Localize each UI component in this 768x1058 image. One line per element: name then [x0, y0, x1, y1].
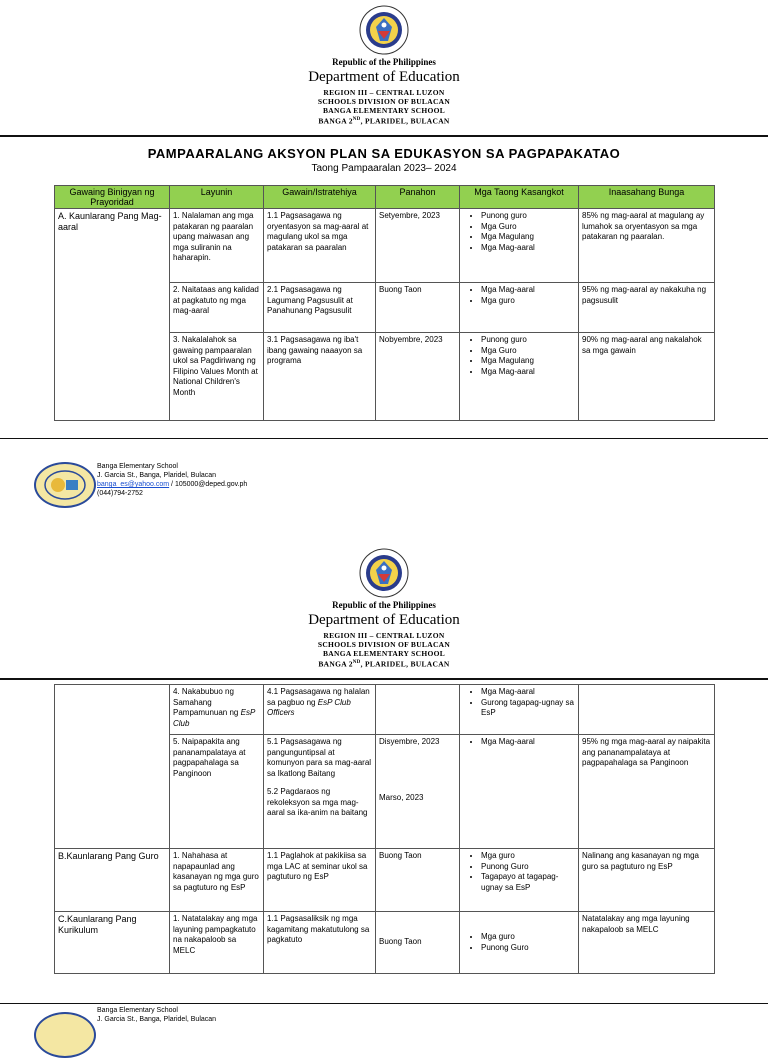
footer-contact: banga_es@yahoo.com / 105000@deped.gov.ph: [97, 481, 248, 488]
school-label: BANGA ELEMENTARY SCHOOL: [322, 649, 446, 658]
layunin-cell: 4. Nakabubuo ng Samahang Pampamunuan ng EsP Club: [170, 685, 264, 735]
list-item: • Punong guro: [481, 211, 575, 222]
header-divider: [0, 135, 768, 137]
footer-email-link[interactable]: banga_es@yahoo.com: [97, 481, 170, 488]
panahon-cell: [376, 685, 460, 735]
panahon-cell: Nobyembre, 2023: [376, 333, 460, 421]
taong-cell: [460, 209, 579, 283]
footer-divider: [0, 438, 768, 439]
footer-info: [97, 462, 247, 498]
gawain-line: 5.1 Pagsasagawa ng pangunguntipsal at komunyon para sa mag-aaral sa Ikatlong Baitang: [267, 737, 372, 778]
division-label: SCHOOLS DIVISION OF BULACAN: [317, 97, 451, 106]
list-item: • Mga guro: [481, 296, 575, 307]
region-label: REGION III – CENTRAL LUZON: [323, 88, 445, 97]
taong-cell: [460, 333, 579, 421]
gawain-cell: 1.1 Pagsasagawa ng oryentasyon sa mag-aaral at magulang ukol sa mga patakaran sa paaralan: [264, 209, 376, 283]
deped-seal-icon: [359, 5, 409, 55]
list-item: • Mga guro: [481, 932, 575, 943]
list-item: • Gurong tagapag-ugnay sa EsP: [481, 698, 575, 719]
address-label: BANGA 2ND, PLARIDEL, BULACAN: [318, 659, 450, 669]
column-header: Gawaing Binigyan ng Prayoridad: [55, 186, 170, 209]
header-divider: [0, 678, 768, 680]
footer-divider: [0, 1003, 768, 1004]
priority-cell: B.Kaunlarang Pang Guro: [55, 849, 170, 912]
department-title: Department of Education: [308, 612, 460, 628]
list-item: • Mga Mag-aaral: [481, 285, 575, 296]
republic-label: Republic of the Philippines: [332, 57, 436, 67]
list-item: • Mga guro: [481, 851, 575, 862]
footer-school-name: Banga Elementary School: [97, 463, 178, 470]
list-item: • Mga Magulang: [481, 232, 575, 243]
table-row: [55, 685, 715, 735]
school-label: BANGA ELEMENTARY SCHOOL: [322, 106, 446, 115]
panahon-cell: [376, 735, 460, 849]
column-header: Mga Taong Kasangkot: [460, 186, 579, 209]
priority-cell: A. Kaunlarang Pang Mag-aaral: [55, 209, 170, 421]
gawain-cell: 2.1 Pagsasagawa ng Lagumang Pagsusulit at Panahunang Pagsusulit: [264, 283, 376, 333]
bunga-cell: Natatalakay ang mga layuning nakapaloob sa MELC: [579, 912, 715, 974]
taong-cell: [460, 735, 579, 849]
table-row: [55, 849, 715, 912]
panahon-cell: Setyembre, 2023: [376, 209, 460, 283]
action-plan-table-continued: [54, 684, 715, 974]
panahon-line: Disyembre, 2023: [379, 737, 440, 746]
list-item: • Mga Guro: [481, 222, 575, 233]
gawain-cell: 1.1 Paglahok at pakikiisa sa mga LAC at seminar ukol sa pagtuturo ng EsP: [264, 849, 376, 912]
region-label: REGION III – CENTRAL LUZON: [323, 631, 445, 640]
panahon-cell: Buong Taon: [376, 849, 460, 912]
bunga-cell: 95% ng mag-aaral ay nakakuha ng pagsusulit: [579, 283, 715, 333]
document-subtitle: Taong Pampaaralan 2023– 2024: [311, 163, 457, 174]
list-item: • Mga Mag-aaral: [481, 367, 575, 378]
list-item: • Punong Guro: [481, 943, 575, 954]
taong-cell: [460, 283, 579, 333]
action-plan-table: [54, 185, 715, 421]
list-item: • Mga Guro: [481, 346, 575, 357]
bunga-cell: 95% ng mga mag-aaral ay naipakita ang pananampalataya at pagpapahalaga sa Panginoon: [579, 735, 715, 849]
gawain-cell: [264, 735, 376, 849]
document-title: PAMPAARALANG AKSYON PLAN SA EDUKASYON SA PAGPAPAKATAO: [147, 146, 621, 161]
bunga-cell: 85% ng mag-aaral at magulang ay lumahok sa oryentasyon sa mga patakaran ng paaralan.: [579, 209, 715, 283]
priority-cell: C.Kaunlarang Pang Kurikulum: [55, 912, 170, 974]
table-row: [55, 912, 715, 974]
bunga-cell: [579, 685, 715, 735]
footer-address: J. Garcia St., Banga, Plaridel, Bulacan: [97, 1016, 217, 1023]
table-row: [55, 209, 715, 283]
republic-label: Republic of the Philippines: [332, 600, 436, 610]
priority-cell: [55, 685, 170, 849]
footer-phone: (044)794-2752: [97, 490, 143, 497]
list-item: • Mga Mag-aaral: [481, 737, 575, 748]
school-logo-icon: [34, 1012, 96, 1058]
division-label: SCHOOLS DIVISION OF BULACAN: [317, 640, 451, 649]
footer-school-name: Banga Elementary School: [97, 1007, 178, 1014]
panahon-line: Marso, 2023: [379, 792, 424, 802]
table-header-row: [55, 186, 715, 209]
taong-cell: [460, 685, 579, 735]
list-item: • Mga Mag-aaral: [481, 243, 575, 254]
school-logo-icon: [34, 462, 96, 508]
footer-info: [97, 1006, 216, 1024]
address-label: BANGA 2ND, PLARIDEL, BULACAN: [318, 116, 450, 126]
layunin-cell: 1. Nalalaman ang mga patakaran ng paaralan upang maiwasan ang mga suliranin na haharapin.: [170, 209, 264, 283]
gawain-line: 5.2 Pagdaraos ng rekoleksyon sa mga mag-aaral sa ika-anim na baitang: [267, 787, 368, 817]
bunga-cell: 90% ng mag-aaral ang nakalahok sa mga gawain: [579, 333, 715, 421]
layunin-cell: 2. Naitataas ang kalidad at pagkatuto ng mga mag-aaral: [170, 283, 264, 333]
list-item: • Mga Mag-aaral: [481, 687, 575, 698]
deped-seal-icon: [359, 548, 409, 598]
gawain-cell: 1.1 Pagsasaliksik ng mga kagamitang makatutulong sa pagkatuto: [264, 912, 376, 974]
list-item: • Mga Magulang: [481, 356, 575, 367]
taong-cell: [460, 912, 579, 974]
bunga-cell: Nalinang ang kasanayan ng mga guro sa pagtuturo ng EsP: [579, 849, 715, 912]
column-header: Layunin: [170, 186, 264, 209]
list-item: • Punong Guro: [481, 862, 575, 873]
list-item: • Punong guro: [481, 335, 575, 346]
department-title: Department of Education: [308, 69, 460, 85]
gawain-cell: 4.1 Pagsasagawa ng halalan sa pagbuo ng EsP Club Officers: [264, 685, 376, 735]
footer-address: J. Garcia St., Banga, Plaridel, Bulacan: [97, 472, 217, 479]
layunin-cell: 1. Nahahasa at napapaunlad ang kasanayan ng mga guro sa pagtuturo ng EsP: [170, 849, 264, 912]
column-header: Gawain/Istratehiya: [264, 186, 376, 209]
gawain-cell: 3.1 Pagsasagawa ng iba't ibang gawaing naaayon sa programa: [264, 333, 376, 421]
column-header: Inaasahang Bunga: [579, 186, 715, 209]
panahon-cell: Buong Taon: [376, 283, 460, 333]
panahon-cell: Buong Taon: [376, 912, 460, 974]
layunin-cell: 3. Nakalalahok sa gawaing pampaaralan ukol sa Pagdiriwang ng Filipino Values Month at National Children's Month: [170, 333, 264, 421]
column-header: Panahon: [376, 186, 460, 209]
layunin-cell: 1. Natatalakay ang mga layuning pampagkatuto na nakapaloob sa MELC: [170, 912, 264, 974]
list-item: • Tagapayo at tagapag-ugnay sa EsP: [481, 872, 575, 893]
taong-cell: [460, 849, 579, 912]
layunin-cell: 5. Naipapakita ang pananampalataya at pagpapahalaga sa Panginoon: [170, 735, 264, 849]
